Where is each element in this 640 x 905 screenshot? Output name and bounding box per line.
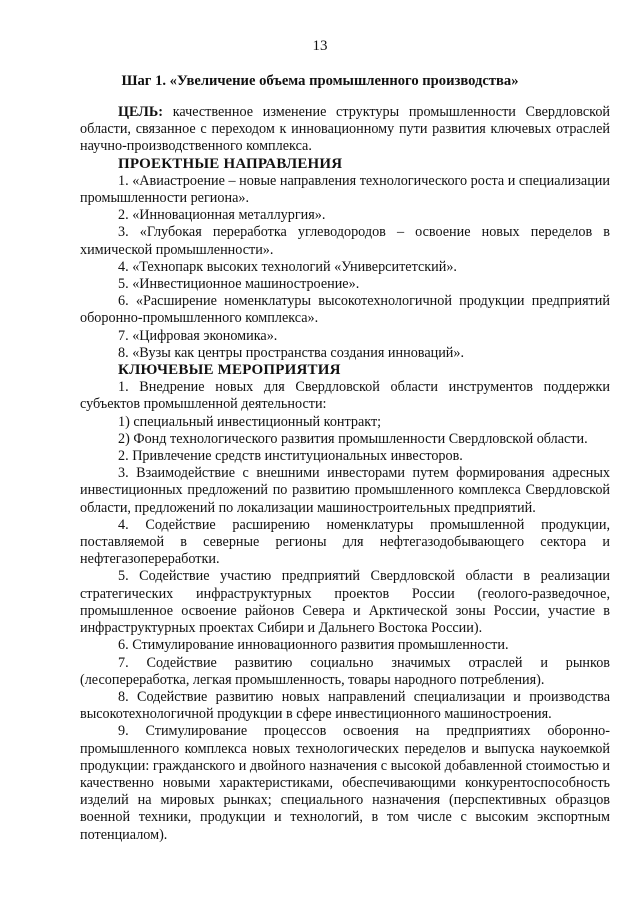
direction-item: 7. «Цифровая экономика». <box>118 327 278 344</box>
direction-item: 2. «Инновационная металлургия». <box>118 207 326 224</box>
direction-item: 8. «Вузы как центры пространства создания инноваций». <box>118 344 465 361</box>
event-item: 2. Привлечение средств институциональных инвесторов. <box>118 448 463 465</box>
goal-paragraph <box>80 104 610 156</box>
direction-item: 1. «Авиастроение – новые направления технологического роста и специализации промышленности региона». <box>80 172 610 207</box>
page-number: 13 <box>312 38 328 54</box>
direction-item: 6. «Расширение номенклатуры высокотехнологичной продукции предприятий оборонно-промышленного комплекса». <box>80 293 610 327</box>
event-item: 5. Содействие участию предприятий Свердловской области в реализации стратегических инфраструктурных проектов России (геолого-разведочное, промышленное освоение районов Севера и Арктической зоны России, участие в инфраструктурных проектах Сибири и Дальнего Востока России). <box>80 568 610 637</box>
directions-heading: ПРОЕКТНЫЕ НАПРАВЛЕНИЯ <box>118 155 343 172</box>
goal-label: ЦЕЛЬ: <box>118 104 163 120</box>
event-item: 3. Взаимодействие с внешними инвесторами путем формирования адресных инвестиционных предложений по развитию промышленного комплекса Свердловской области, предложений по локализации машиностроительных предприятий. <box>80 465 610 516</box>
event-item: 9. Стимулирование процессов освоения на предприятиях оборонно-промышленного комплекса новых технологических переделов и выпуска наукоемкой продукции: гражданского и двойного назначения с высокой добавленной стоимостью и качественно новыми характеристиками, обеспечивающими конкурентоспособность изделий на мировых рынках; специального назначения (перспективных образцов военной техники, продукции и технологий, в том числе с высоким экспортным потенциалом). <box>80 723 610 843</box>
event-item: 1) специальный инвестиционный контракт; <box>118 413 382 430</box>
event-item: 7. Содействие развитию социально значимых отраслей и рынков (лесопереработка, легкая промышленность, товары народного потребления). <box>80 654 610 688</box>
section-title: Шаг 1. «Увеличение объема промышленного производства» <box>121 73 519 89</box>
events-heading: КЛЮЧЕВЫЕ МЕРОПРИЯТИЯ <box>118 362 341 379</box>
direction-item: 4. «Технопарк высоких технологий «Университетский». <box>118 258 457 275</box>
document-body <box>80 104 610 844</box>
goal-text: качественное изменение структуры промышленности Свердловской области, связанное с переходом к инновационному пути развития ключевых отраслей научно-производственного комплекса. <box>80 104 611 155</box>
event-item: 1. Внедрение новых для Свердловской области инструментов поддержки субъектов промышленной деятельности: <box>80 379 610 413</box>
direction-item: 3. «Глубокая переработка углеводородов – освоение новых переделов в химической промышленности». <box>80 224 610 258</box>
event-item: 6. Стимулирование инновационного развития промышленности. <box>118 637 509 654</box>
event-item: 8. Содействие развитию новых направлений специализации и производства высокотехнологичной продукции в сфере инвестиционного машиностроения. <box>80 688 610 723</box>
event-item: 4. Содействие расширению номенклатуры промышленной продукции, поставляемой в северные регионы для нефтегазодобывающего сектора и нефтегазопереработки. <box>80 516 610 568</box>
direction-item: 5. «Инвестиционное машиностроение». <box>118 276 360 293</box>
event-item: 2) Фонд технологического развития промышленности Свердловской области. <box>118 430 588 447</box>
